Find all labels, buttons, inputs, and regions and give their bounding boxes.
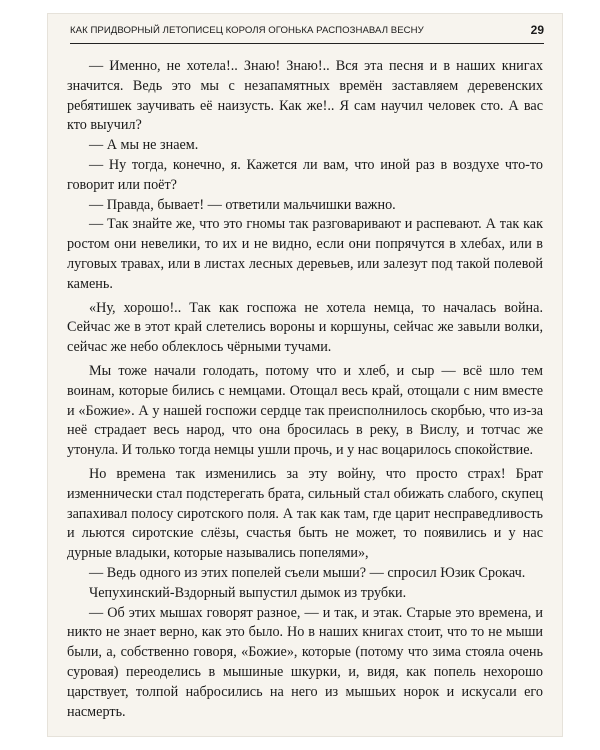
paragraph: — Об этих мышах говорят разное, — и так, и этак. Старые это времена, и никто не знает верно, как это было. Но в наших книгах стоит, что то не мыши были, а, собственно говоря, «Божие», которые (потому что зима стояла очень суровая) переоделись в мышиные шкурки, и, видя, как попель нехорошо царствует, толпой набросились на него из мышьих норок и искусали его насмерть. <box>67 604 543 720</box>
paragraph: «Ну, хорошо!.. Так как госпожа не хотела немца, то началась война. Сейчас же в этот край слетелись вороны и коршуны, сейчас же завыли волки, сейчас же небо облеклось чёрными тучами. <box>67 299 543 356</box>
paragraph: — Правда, бывает! — ответили мальчишки важно. <box>89 196 396 213</box>
book-page <box>48 14 562 736</box>
paragraph: — Именно, не хотела!.. Знаю! Знаю!.. Вся эта песня и в наших книгах значится. Ведь это мы с незапамятных времён заставляем деревенских ребятишек заучивать её наизусть. Как же!.. Я сам научил человек сто. А вас кто выучил? <box>67 58 543 134</box>
running-title: КАК ПРИДВОРНЫЙ ЛЕТОПИСЕЦ КОРОЛЯ ОГОНЬКА РАСПОЗНАВАЛ ВЕСНУ <box>70 25 424 36</box>
paragraph: — Так знайте же, что это гномы так разговаривают и распевают. А так как ростом они невелики, то их и не видно, если они попрячутся в хлебах, или в луговых травах, или в листах лесных деревьев, или залезут под такой полевой камень. <box>67 216 543 292</box>
paragraph: — Ну тогда, конечно, я. Кажется ли вам, что иной раз в воздухе что-то говорит или поёт? <box>67 156 543 193</box>
paragraph: — А мы не знаем. <box>89 137 199 154</box>
page-number: 29 <box>530 23 544 37</box>
running-header <box>70 21 544 44</box>
paragraph: — Ведь одного из этих попелей съели мыши? — спросил Юзик Срокач. <box>89 564 526 581</box>
body-text <box>67 57 543 722</box>
paragraph: Мы тоже начали голодать, потому что и хлеб, и сыр — всё шло тем воинам, которые бились с немцами. Отощал весь край, отощали с ним вместе и «Божие». А у нашей госпожи сердце так преисполнилось скорбью, что из-за неё страдает весь народ, что она бросилась в реку, в Вислу, и тотчас же утонула. И только тогда немцы ушли прочь, и у нас воцарилось спокойствие. <box>67 362 543 459</box>
paragraph: Чепухинский-Вздорный выпустил дымок из трубки. <box>89 584 407 601</box>
paragraph: Но времена так изменились за эту войну, что просто страх! Брат изменнически стал подстерегать брата, сильный стал обижать слабого, скупец запахивал полосу сиротского поля. А так как там, где царит несправедливость и льются сиротские слёзы, счастья быть не может, то появились и у нас дурные владыки, которые назывались попелями», <box>67 465 543 562</box>
